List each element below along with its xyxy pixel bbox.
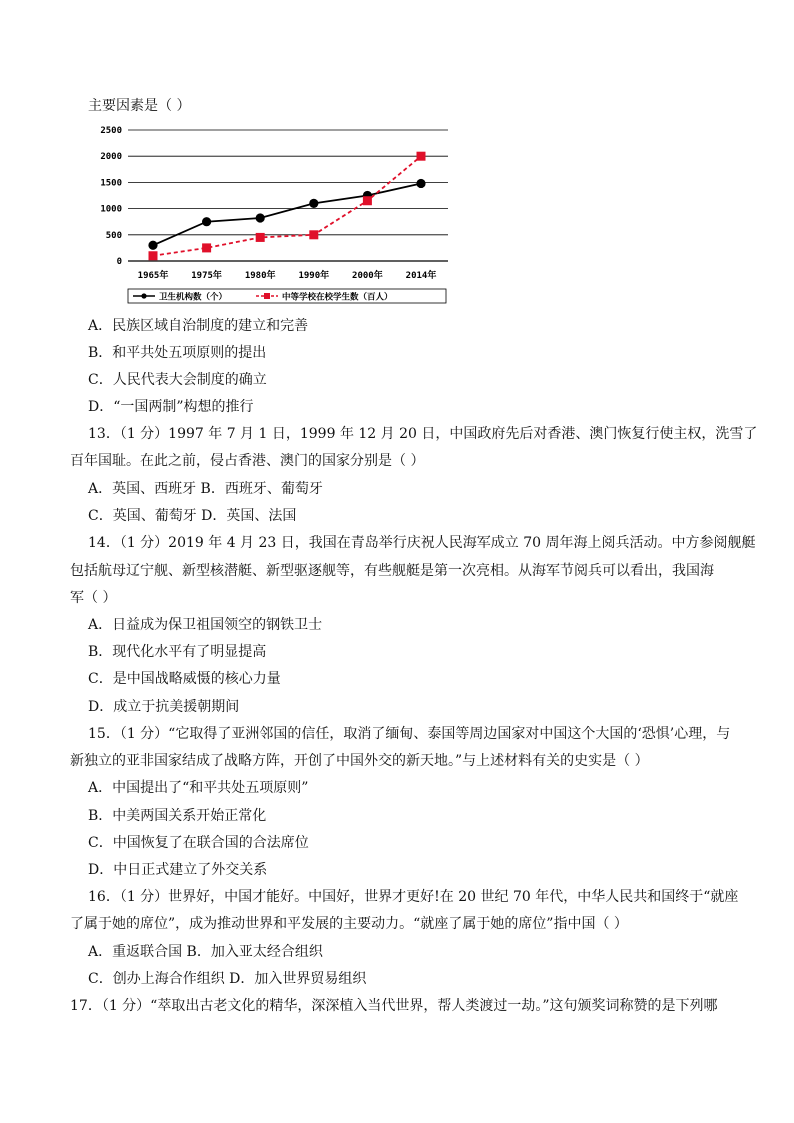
data-point-square: [256, 233, 265, 242]
q14-option-b: B．现代化水平有了明显提高: [88, 644, 267, 660]
y-tick-label: 500: [105, 230, 122, 241]
q15-option-d: D．中日正式建立了外交关系: [88, 862, 268, 878]
x-tick-label: 2000年: [352, 271, 383, 281]
q14-option-d: D．成立于抗美援朝期间: [88, 699, 240, 715]
x-tick-label: 1965年: [137, 271, 169, 281]
q12-option-d: D．“一国两制”构想的推行: [88, 399, 254, 415]
q13-options-cd: C．英国、葡萄牙 D．英国、法国: [88, 508, 297, 524]
x-tick-label: 1975年: [191, 271, 222, 281]
legend-label-0: 卫生机构数（个）: [159, 292, 228, 303]
q12-option-a: A．民族区域自治制度的建立和完善: [88, 318, 309, 334]
line-chart: [88, 126, 458, 308]
data-point-circle: [256, 213, 265, 222]
y-axis: [100, 126, 122, 267]
chart-legend: [128, 289, 446, 303]
y-tick-label: 1000: [100, 204, 122, 215]
q16-stem-line2: 了属于她的席位”，成为推动世界和平发展的主要动力。“就座了属于她的席位”指中国（ ）: [70, 916, 628, 932]
legend-label-1: 中等学校在校学生数（百人）: [282, 292, 393, 303]
chart-series: [148, 152, 425, 261]
x-axis: [128, 261, 448, 281]
legend-marker-1: [264, 293, 270, 299]
legend-marker-0: [141, 293, 146, 298]
data-point-square: [417, 152, 426, 161]
data-point-square: [363, 196, 372, 205]
question-lead: 主要因素是（ ）: [88, 98, 191, 114]
q16-stem-line1: 16．（1 分）世界好，中国才能好。中国好，世界才更好!在 20 世纪 70 年代，中华人民共和国终于“就座: [88, 889, 739, 905]
q16-options-cd: C．创办上海合作组织 D．加入世界贸易组织: [88, 971, 367, 987]
q14-stem-line3: 军（ ）: [70, 590, 117, 606]
q14-stem-line1: 14．（1 分）2019 年 4 月 23 日，我国在青岛举行庆祝人民海军成立 70 周年海上阅兵活动。中方参阅舰艇: [88, 535, 756, 551]
data-point-circle: [202, 217, 211, 226]
data-point-square: [309, 230, 318, 239]
q13-stem-line2: 百年国耻。在此之前，侵占香港、澳门的国家分别是（ ）: [70, 453, 425, 469]
y-tick-label: 2000: [100, 152, 122, 163]
y-tick-label: 0: [116, 257, 122, 267]
q15-option-b: B．中美两国关系开始正常化: [88, 808, 267, 824]
y-tick-label: 1500: [100, 178, 122, 189]
q14-option-a: A．日益成为保卫祖国领空的钢铁卫士: [88, 617, 323, 633]
q16-options-ab: A．重返联合国 B．加入亚太经合组织: [88, 944, 323, 960]
q15-stem-line2: 新独立的亚非国家结成了战略方阵，开创了中国外交的新天地。”与上述材料有关的史实是（ ）: [70, 753, 649, 769]
data-point-square: [149, 251, 158, 260]
y-tick-label: 2500: [100, 126, 122, 136]
q13-options-ab: A．英国、西班牙 B．西班牙、葡萄牙: [88, 481, 323, 497]
q17-stem-line1: 17．（1 分）“萃取出古老文化的精华，深深植入当代世界，帮人类渡过一劫。”这句颁奖词称赞的是下列哪: [70, 998, 718, 1014]
x-tick-label: 1980年: [244, 271, 276, 281]
x-tick-label: 2014年: [405, 271, 437, 281]
series-line-1: [153, 156, 421, 256]
q13-stem-line1: 13．（1 分）1997 年 7 月 1 日，1999 年 12 月 20 日，中国政府先后对香港、澳门恢复行使主权，洗雪了: [88, 426, 758, 442]
q12-option-b: B．和平共处五项原则的提出: [88, 345, 267, 361]
q15-option-c: C．中国恢复了在联合国的合法席位: [88, 835, 309, 851]
q14-stem-line2: 包括航母辽宁舰、新型核潜艇、新型驱逐舰等，有些舰艇是第一次亮相。从海军节阅兵可以看出，我国海: [70, 563, 714, 579]
data-point-square: [202, 243, 211, 252]
x-tick-label: 1990年: [298, 271, 330, 281]
chart-grid: [128, 130, 448, 235]
q15-option-a: A．中国提出了“和平共处五项原则”: [88, 780, 309, 796]
q15-stem-line1: 15．（1 分）“它取得了亚洲邻国的信任，取消了缅甸、泰国等周边国家对中国这个大国的‘恐惧’心理，与: [88, 726, 731, 742]
q12-option-c: C．人民代表大会制度的确立: [88, 372, 267, 388]
data-point-circle: [148, 241, 157, 250]
data-point-circle: [416, 179, 425, 188]
q14-option-c: C．是中国战略威慑的核心力量: [88, 671, 281, 687]
data-point-circle: [309, 199, 318, 208]
